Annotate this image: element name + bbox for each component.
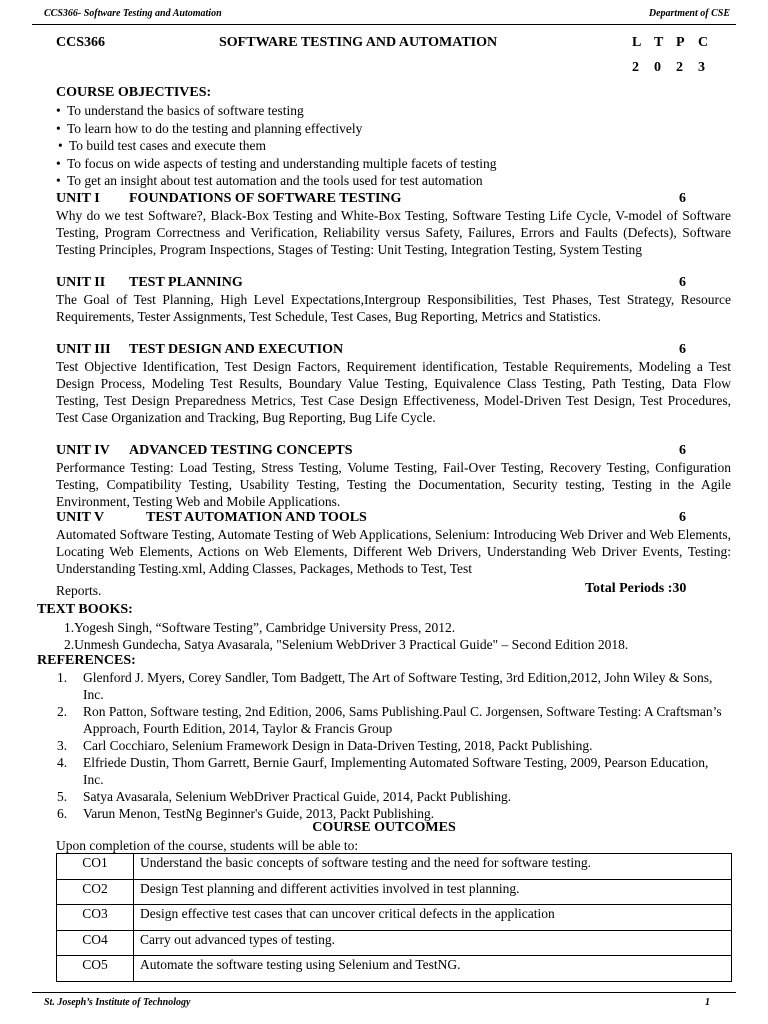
unit-number: UNIT III [56, 342, 111, 357]
unit-hours: 6 [679, 342, 686, 357]
text-book-item: 2.Unmesh Gundecha, Satya Avasarala, "Selenium WebDriver 3 Practical Guide" – Second Edition 2018. [64, 637, 629, 652]
table-row [57, 956, 732, 982]
reference-item [57, 669, 732, 703]
unit-5-content-last-line: Reports. [56, 583, 102, 598]
unit-hours: 6 [679, 275, 686, 290]
table-row [57, 905, 732, 931]
text-books-heading: TEXT BOOKS: [37, 602, 133, 617]
reference-number: 5. [57, 789, 68, 804]
course-title: SOFTWARE TESTING AND AUTOMATION [219, 35, 498, 50]
header-rule [32, 24, 736, 25]
unit-4-content: Performance Testing: Load Testing, Stress Testing, Volume Testing, Fail-Over Testing, Recovery Testing, Configuration Testing, Compatibility Testing, Usability Testing, Testing the Documentation, Security testing, Testing in the Agile Environment, Testing Web and Mobile Applications. [56, 460, 731, 509]
outcome-text: Design Test planning and different activities involved in test planning. [134, 879, 732, 905]
unit-number: UNIT II [56, 275, 106, 290]
reference-item [57, 703, 732, 737]
reference-text: Varun Menon, TestNg Beginner's Guide, 2013, Packt Publishing. [83, 806, 435, 821]
outcome-id: CO5 [57, 956, 134, 982]
ltpc-value-t: 0 [654, 60, 661, 75]
unit-3-content: Test Objective Identification, Test Design Factors, Requirement identification, Testable Requirements, Modeling a Test Design Process, Modeling Test Results, Boundary Value Testing, Equivalence Class Testing, Path Testing, Data Flow Testing, Test Design Preparedness Metrics, Test Case Design Effectiveness, Model-Driven Test Design, Test Procedures, Test Case Organization and Tracking, Bug Reporting, Bug Life Cycle. [56, 359, 731, 425]
text-book-item: 1.Yogesh Singh, “Software Testing”, Cambridge University Press, 2012. [64, 620, 456, 635]
reference-number: 2. [57, 704, 68, 719]
unit-3-heading [56, 341, 736, 358]
outcome-text: Carry out advanced types of testing. [134, 930, 732, 956]
unit-5-content: Automated Software Testing, Automate Testing of Web Applications, Selenium: Introducing Web Driver and Web Elements, Locating Web Elements, Actions on Web Elements, Different Web Drivers, Understanding Web Driver Events, Testing: Understanding Testing.xml, Adding Classes, Packages, Methods to Test, Test [56, 527, 731, 576]
outcomes-intro: Upon completion of the course, students will be able to: [56, 838, 359, 853]
unit-hours: 6 [679, 510, 686, 525]
unit-title: ADVANCED TESTING CONCEPTS [129, 443, 353, 458]
running-header-left: CCS366- Software Testing and Automation [44, 8, 222, 19]
ltpc-value-c: 3 [698, 60, 705, 75]
unit-title: FOUNDATIONS OF SOFTWARE TESTING [129, 191, 402, 206]
objective-item: • To learn how to do the testing and planning effectively [56, 120, 736, 138]
outcome-text: Understand the basic concepts of software testing and the need for software testing. [134, 854, 732, 880]
unit-hours: 6 [679, 191, 686, 206]
table-row [57, 930, 732, 956]
total-periods: Total Periods :30 [585, 581, 687, 596]
outcome-text: Design effective test cases that can uncover critical defects in the application [134, 905, 732, 931]
ltpc-values [632, 60, 720, 76]
reference-item [57, 788, 732, 805]
page-number: 1 [705, 997, 710, 1008]
reference-item [57, 737, 732, 754]
unit-5-heading [56, 509, 736, 526]
objective-item: • To focus on wide aspects of testing and understanding multiple facets of testing [56, 155, 736, 173]
table-row [57, 879, 732, 905]
running-header-right: Department of CSE [648, 8, 730, 19]
outcome-text: Automate the software testing using Selenium and TestNG. [134, 956, 732, 982]
outcome-id: CO3 [57, 905, 134, 931]
unit-number: UNIT I [56, 191, 100, 206]
objective-item: • To get an insight about test automation and the tools used for test automation [56, 172, 736, 190]
unit-number: UNIT V [56, 510, 105, 525]
reference-text: Glenford J. Myers, Corey Sandler, Tom Badgett, The Art of Software Testing, 3rd Edition,2012, John Wiley & Sons, Inc. [83, 670, 713, 702]
unit-title: TEST DESIGN AND EXECUTION [129, 342, 344, 357]
reference-number: 6. [57, 806, 68, 821]
references-list [57, 669, 732, 822]
unit-1-content: Why do we test Software?, Black-Box Testing and White-Box Testing, Software Testing Life Cycle, V-model of Software Testing, Program Correctness and Verification, Reliability versus Safety, Failures, Errors and Faults (Defects), Software Testing Principles, Program Inspections, Stages of Testing: Unit Testing, Integration Testing, System Testing [56, 208, 731, 257]
reference-number: 1. [57, 670, 68, 685]
reference-number: 3. [57, 738, 68, 753]
outcome-id: CO4 [57, 930, 134, 956]
unit-hours: 6 [679, 443, 686, 458]
objective-item: • To build test cases and execute them [56, 137, 736, 155]
unit-1-heading [56, 190, 736, 207]
footer-rule [32, 992, 736, 993]
outcomes-heading: COURSE OUTCOMES [312, 820, 456, 835]
objectives-list [56, 102, 736, 190]
reference-text: Elfriede Dustin, Thom Garrett, Bernie Gaurf, Implementing Automated Software Testing, 2009, Pearson Education, Inc. [83, 755, 709, 787]
ltpc-value-l: 2 [632, 60, 639, 75]
reference-text: Satya Avasarala, Selenium WebDriver Practical Guide, 2014, Packt Publishing. [83, 789, 512, 804]
reference-number: 4. [57, 755, 68, 770]
ltpc-value-p: 2 [676, 60, 683, 75]
ltpc-label-t: T [654, 35, 664, 50]
text-books-list [64, 619, 744, 653]
reference-item [57, 754, 732, 788]
reference-text: Ron Patton, Software testing, 2nd Edition, 2006, Sams Publishing.Paul C. Jorgensen, Software Testing: A Craftsman’s Approach, Fourth Edition, 2014, Taylor & Francis Group [83, 704, 722, 736]
course-code: CCS366 [56, 35, 106, 50]
outcome-id: CO2 [57, 879, 134, 905]
unit-2-content: The Goal of Test Planning, High Level Expectations,Intergroup Responsibilities, Test Phases, Test Strategy, Resource Requirements, Tester Assignments, Test Schedule, Test Cases, Bug Reporting, Metrics and Statistics. [56, 292, 731, 324]
objectives-heading: COURSE OBJECTIVES: [56, 85, 212, 100]
ltpc-labels [632, 35, 720, 51]
unit-2-heading [56, 274, 736, 291]
reference-text: Carl Cocchiaro, Selenium Framework Design in Data-Driven Testing, 2018, Packt Publishing. [83, 738, 593, 753]
running-footer-left: St. Joseph’s Institute of Technology [44, 997, 191, 1008]
unit-title: TEST PLANNING [129, 275, 243, 290]
objective-item: • To understand the basics of software testing [56, 102, 736, 120]
ltpc-label-l: L [632, 35, 642, 50]
unit-4-heading [56, 442, 736, 459]
table-row [57, 854, 732, 880]
outcome-id: CO1 [57, 854, 134, 880]
outcomes-table [56, 853, 732, 982]
references-heading: REFERENCES: [37, 653, 136, 668]
unit-title: TEST AUTOMATION AND TOOLS [146, 510, 367, 525]
ltpc-label-p: P [676, 35, 685, 50]
unit-number: UNIT IV [56, 443, 110, 458]
ltpc-label-c: C [698, 35, 709, 50]
